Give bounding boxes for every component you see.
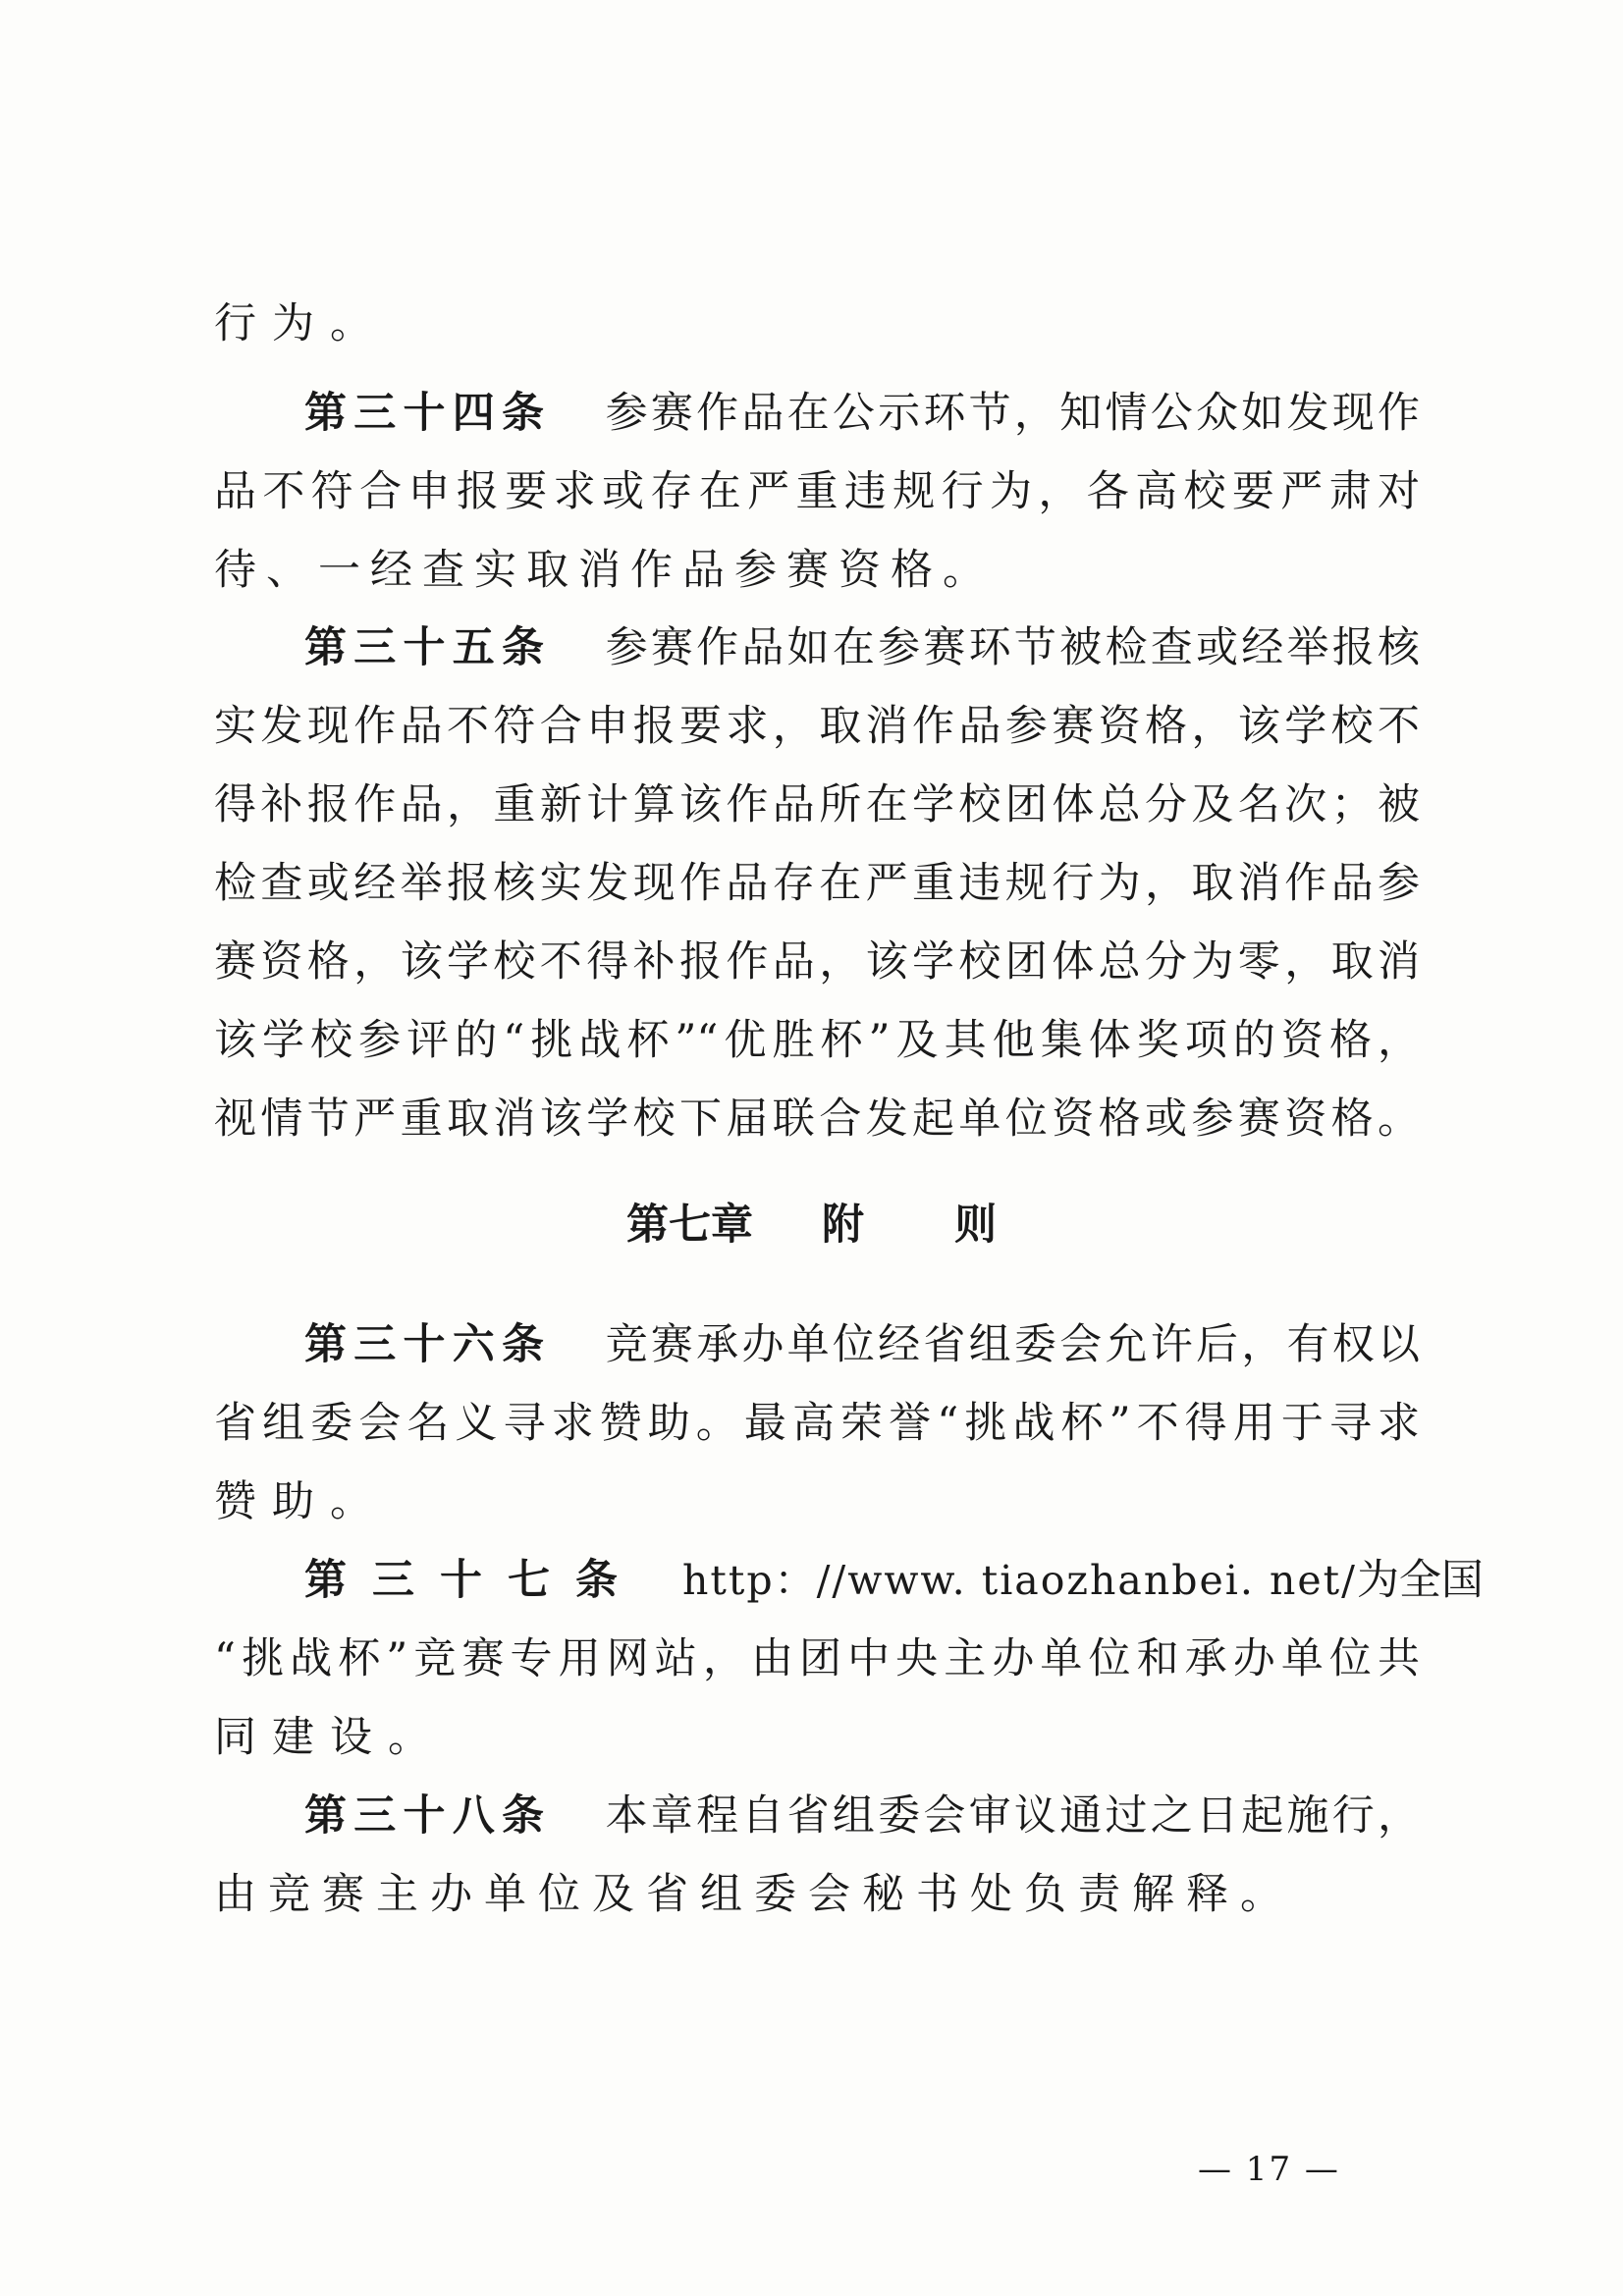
article-text: 竞赛承办单位经省组委会允许后，有权以 — [602, 1320, 1421, 1369]
article-37-line-1 — [214, 1541, 1484, 1620]
article-34 — [214, 374, 1420, 610]
article-35 — [214, 609, 1420, 1158]
article-34-line-3: 待、一经查实取消作品参赛资格。 — [214, 546, 995, 595]
article-label: 第三十七条 — [304, 1556, 643, 1605]
article-34-line-1 — [214, 374, 1420, 453]
article-36-line-3: 赞助。 — [214, 1477, 388, 1526]
page-number: — 17 — — [1198, 2150, 1340, 2189]
article-35-line-7: 视情节严重取消该学校下届联合发起单位资格或参赛资格。 — [214, 1095, 1420, 1144]
article-label: 第三十八条 — [304, 1791, 552, 1841]
article-38-line-2: 由竞赛主办单位及省组委会秘书处负责解释。 — [214, 1870, 1294, 1919]
article-34-line-2: 品不符合申报要求或存在严重违规行为，各高校要严肃对 — [214, 467, 1420, 516]
article-36-line-2: 省组委会名义寻求赞助。最高荣誉“挑战杯”不得用于寻求 — [214, 1399, 1420, 1448]
article-35-line-1 — [214, 609, 1420, 687]
text-line: 行为。 — [214, 299, 388, 348]
article-label: 第三十五条 — [304, 623, 552, 672]
article-35-line-5: 赛资格，该学校不得补报作品，该学校团体总分为零，取消 — [214, 937, 1420, 987]
article-36-line-1 — [214, 1306, 1420, 1384]
article-text: 本章程自省组委会审议通过之日起施行， — [602, 1791, 1421, 1841]
article-38-line-1 — [214, 1777, 1420, 1855]
chapter-heading — [0, 1196, 1623, 1255]
article-35-line-4: 检查或经举报核实发现作品存在严重违规行为，取消作品参 — [214, 859, 1420, 908]
article-37 — [214, 1541, 1484, 1777]
article-38 — [214, 1777, 1420, 1934]
chapter-title-word-2: 则 — [954, 1201, 997, 1250]
article-label: 第三十六条 — [304, 1320, 552, 1369]
article-35-line-3: 得补报作品，重新计算该作品所在学校团体总分及名次；被 — [214, 780, 1420, 829]
chapter-title-word-1: 附 — [822, 1201, 864, 1250]
chapter-number: 第七章 — [626, 1201, 753, 1250]
website-url: http：//www. tiaozhanbei. net/ — [682, 1557, 1357, 1604]
article-36 — [214, 1306, 1420, 1541]
article-text: 为全国 — [1356, 1556, 1484, 1605]
article-37-line-3: 同建设。 — [214, 1713, 446, 1762]
article-37-line-2: “挑战杯”竞赛专用网站，由团中央主办单位和承办单位共 — [214, 1634, 1420, 1683]
article-text: 参赛作品在公示环节，知情公众如发现作 — [602, 389, 1421, 438]
article-text: 参赛作品如在参赛环节被检查或经举报核 — [602, 623, 1421, 672]
article-35-line-2: 实发现作品不符合申报要求，取消作品参赛资格，该学校不 — [214, 702, 1420, 751]
article-label: 第三十四条 — [304, 389, 552, 438]
article-35-line-6: 该学校参评的“挑战杯”“优胜杯”及其他集体奖项的资格， — [214, 1016, 1420, 1065]
continuation-text — [214, 285, 1420, 363]
